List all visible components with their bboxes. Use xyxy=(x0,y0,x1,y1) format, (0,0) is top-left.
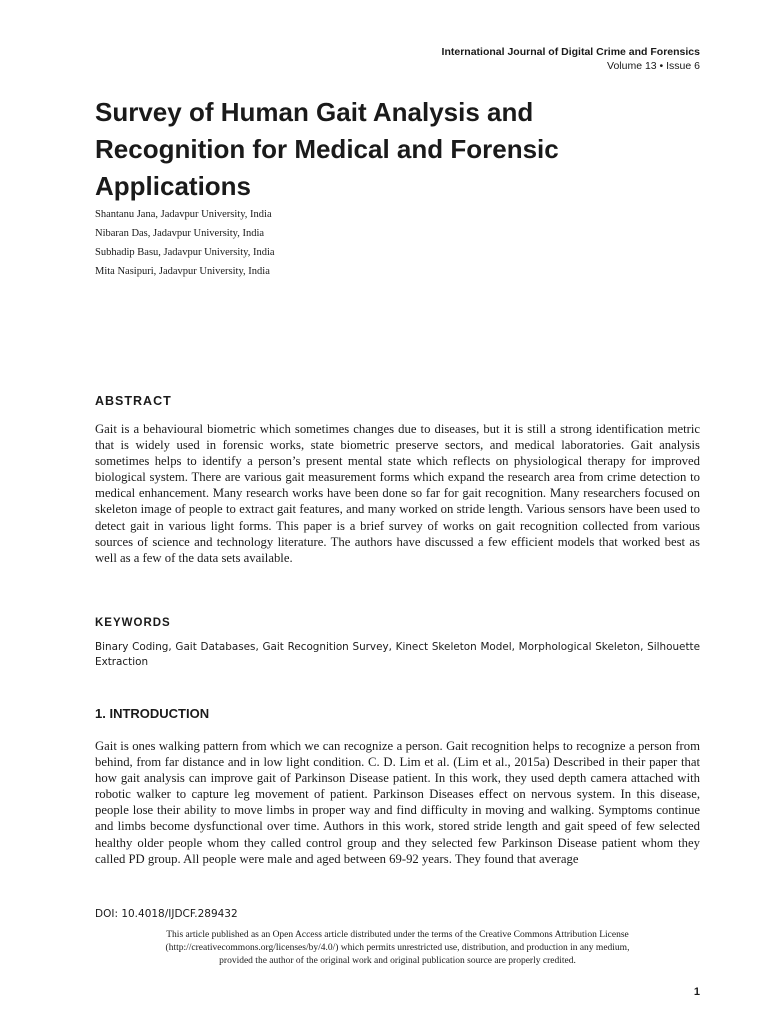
author-item: Subhadip Basu, Jadavpur University, India xyxy=(95,247,275,258)
license-line: provided the author of the original work and original publication source are properly credited. xyxy=(219,956,576,966)
license-notice xyxy=(95,929,700,968)
running-header xyxy=(442,45,700,73)
author-list xyxy=(95,205,275,281)
page-number: 1 xyxy=(693,986,700,998)
author-item: Nibaran Das, Jadavpur University, India xyxy=(95,228,265,239)
introduction-heading: 1. INTRODUCTION xyxy=(95,706,210,721)
doi: DOI: 10.4018/IJDCF.289432 xyxy=(95,908,238,920)
volume-issue: Volume 13 • Issue 6 xyxy=(607,60,700,72)
abstract-heading: ABSTRACT xyxy=(95,394,172,408)
journal-name: International Journal of Digital Crime and Forensics xyxy=(441,46,700,58)
paper-title: Survey of Human Gait Analysis and Recognition for Medical and Forensic Applications xyxy=(95,97,559,201)
keywords-heading: KEYWORDS xyxy=(95,617,171,629)
keywords-text: Binary Coding, Gait Databases, Gait Recognition Survey, Kinect Skeleton Model, Morphological Skeleton, Silhouette Extraction xyxy=(95,641,700,668)
license-line: This article published as an Open Access article distributed under the terms of the Creative Commons Attribution License xyxy=(166,930,629,940)
author-item: Shantanu Jana, Jadavpur University, India xyxy=(95,209,272,220)
author-item: Mita Nasipuri, Jadavpur University, India xyxy=(95,266,270,277)
abstract-text: Gait is a behavioural biometric which sometimes changes due to diseases, but it is still a strong identification metric that is widely used in forensic works, state biometric preserve sectors, and medical laboratories. Gait analysis sometimes helps to identify a person’s present mental state which reflects on physiological therapy for improved biological system. There are various gait measurement forms which expand the research area from crime detection to medical enhancement. Many research works have been done so far for gait recognition. Many researchers focused on skeleton image of people to extract gait features, and many worked on stride length. Various sensors have been used to detect gait in various light forms. This paper is a brief survey of works on gait recognition collected from various sources of science and technology literature. The authors have discussed a few efficient models that worked best as well as a few of the data sets available. xyxy=(95,422,700,565)
introduction-text: Gait is ones walking pattern from which we can recognize a person. Gait recognition helps to recognize a person from behind, from far distance and in low light condition. C. D. Lim et al. (Lim et al., 2015a) Described in their paper that how gait analysis can improve gait of Parkinson Disease patient. In this work, they used depth camera attached with robotic walker to capture leg movement of patient. Parkinson Diseases effect on nervous system. In this disease, people lose their ability to move limbs in proper way and find difficulty in moving and walking. Symptoms continue and limbs become dysfunctional over time. Authors in this work, stored stride length and gait speed of few selected healthy older people whom they called control group and they selected few Parkinson Disease patient whom they called PD group. All people were male and aged between 69-92 years. They found that average xyxy=(95,739,700,866)
license-line: (http://creativecommons.org/licenses/by/4.0/) which permits unrestricted use, distribution, and production in any medium, xyxy=(165,943,630,953)
